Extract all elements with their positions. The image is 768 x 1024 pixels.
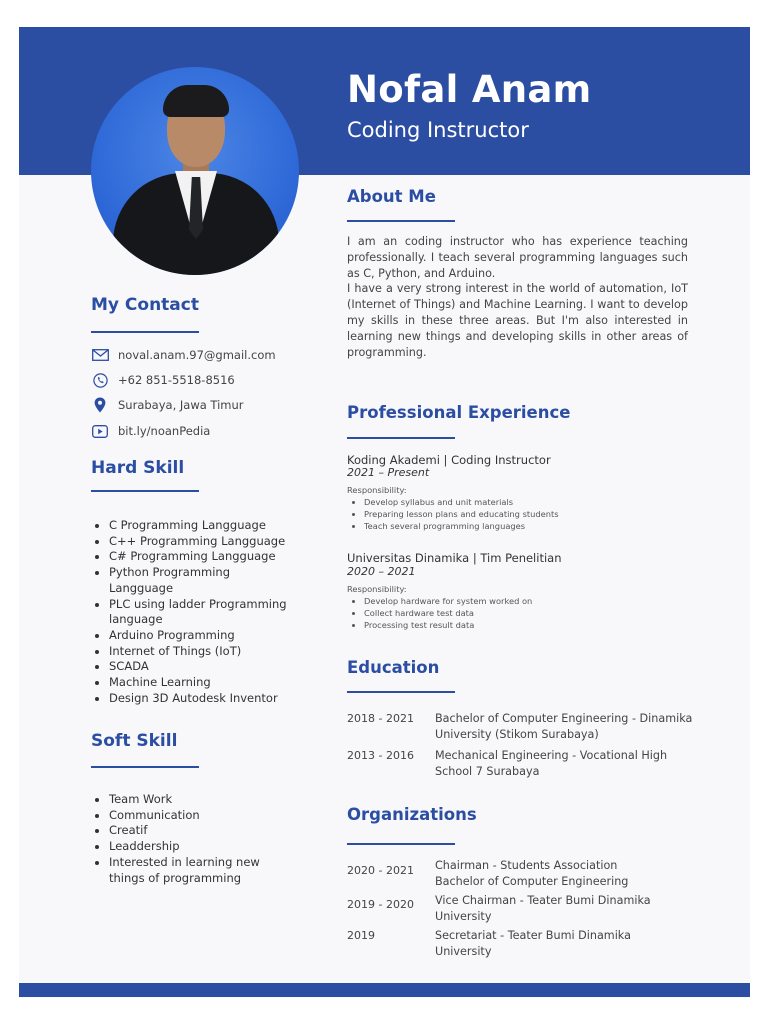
list-item: • Teach several programming languages	[364, 520, 559, 532]
contact-location	[91, 398, 244, 412]
profile-photo	[91, 67, 299, 275]
contact-heading: My Contact	[91, 295, 199, 315]
education-heading: Education	[347, 658, 440, 677]
hard-skill-rule	[91, 490, 199, 492]
person-name: Nofal Anam	[347, 68, 592, 111]
photo-hair	[163, 85, 229, 117]
job-responsibility-list	[347, 595, 532, 632]
experience-heading: Professional Experience	[347, 403, 571, 422]
list-item: • C# Programming Langguage	[109, 549, 309, 565]
footer-band	[19, 983, 750, 997]
contact-phone[interactable]	[91, 373, 235, 387]
list-item: • Leaddership	[109, 839, 284, 855]
organization-years: 2019 - 2020	[347, 898, 414, 911]
hard-skill-list	[91, 518, 309, 706]
organizations-heading: Organizations	[347, 805, 477, 824]
job-title: Universitas Dinamika | Tim Penelitian	[347, 551, 562, 565]
contact-email[interactable]	[91, 348, 276, 362]
job-responsibility-label: Responsibility:	[347, 584, 407, 594]
about-text-2: I have a very strong interest in the world of automation, IoT (Internet of Things) and Machine Learning. I want to develop my skills in these three areas. But I'm also interested in learning new things and developing skills in other areas of programming.	[347, 282, 688, 359]
list-item: • Creatif	[109, 823, 284, 839]
contact-email-text: noval.anam.97@gmail.com	[118, 348, 276, 362]
contact-phone-text: +62 851-5518-8516	[118, 373, 235, 387]
soft-skill-list	[91, 792, 284, 886]
hard-skill-heading: Hard Skill	[91, 458, 185, 478]
list-item: • SCADA	[109, 659, 309, 675]
list-item: • Communication	[109, 808, 284, 824]
job-responsibility-list	[347, 496, 559, 533]
list-item: • PLC using ladder Programming language	[109, 597, 304, 628]
location-pin-icon	[91, 398, 109, 412]
contact-youtube-text: bit.ly/noanPedia	[118, 424, 211, 438]
about-text-1: I am an coding instructor who has experience teaching professionally. I teach several programming languages such as C, Python, and Arduino.	[347, 235, 688, 280]
about-paragraph	[347, 234, 688, 360]
contact-youtube[interactable]	[91, 424, 210, 438]
job-date: 2020 – 2021	[347, 565, 416, 578]
list-item: • Internet of Things (IoT)	[109, 644, 309, 660]
organization-entry: Vice Chairman - Teater Bumi Dinamika University	[435, 894, 651, 923]
job-title: Koding Akademi | Coding Instructor	[347, 453, 551, 467]
list-item: • Machine Learning	[109, 675, 309, 691]
list-item: • C++ Programming Langguage	[109, 534, 309, 550]
about-rule	[347, 220, 455, 222]
education-entry: Bachelor of Computer Engineering - Dinamika University (Stikom Surabaya)	[435, 712, 693, 741]
organization-entry: Chairman - Students Association Bachelor of Computer Engineering	[435, 859, 629, 888]
mail-icon	[91, 348, 109, 362]
list-item: • C Programming Langguage	[109, 518, 309, 534]
list-item: • Interested in learning new things of programming	[109, 855, 284, 886]
organization-entry: Secretariat - Teater Bumi Dinamika University	[435, 929, 631, 958]
contact-location-text: Surabaya, Jawa Timur	[118, 398, 244, 412]
list-item: • Team Work	[109, 792, 284, 808]
soft-skill-heading: Soft Skill	[91, 731, 178, 751]
education-entry: Mechanical Engineering - Vocational High School 7 Surabaya	[435, 749, 668, 778]
list-item: • Develop syllabus and unit materials	[364, 496, 559, 508]
about-heading: About Me	[347, 187, 436, 206]
list-item: • Design 3D Autodesk Inventor	[109, 691, 309, 707]
job-responsibility-label: Responsibility:	[347, 485, 407, 495]
list-item: • Processing test result data	[364, 619, 532, 631]
phone-icon	[91, 373, 109, 387]
education-rule	[347, 691, 455, 693]
organizations-rule	[347, 843, 455, 845]
soft-skill-rule	[91, 766, 199, 768]
contact-rule	[91, 331, 199, 333]
education-years: 2013 - 2016	[347, 749, 414, 762]
job-date: 2021 – Present	[347, 466, 430, 479]
experience-rule	[347, 437, 455, 439]
list-item: • Collect hardware test data	[364, 607, 532, 619]
organization-years: 2019	[347, 929, 375, 942]
list-item: • Arduino Programming	[109, 628, 309, 644]
list-item: • Python Programming Langguage	[109, 565, 249, 596]
list-item: • Preparing lesson plans and educating students	[364, 508, 559, 520]
education-years: 2018 - 2021	[347, 712, 414, 725]
list-item: • Develop hardware for system worked on	[364, 595, 532, 607]
youtube-icon	[91, 424, 109, 438]
person-role: Coding Instructor	[347, 118, 529, 142]
organization-years: 2020 - 2021	[347, 864, 414, 877]
